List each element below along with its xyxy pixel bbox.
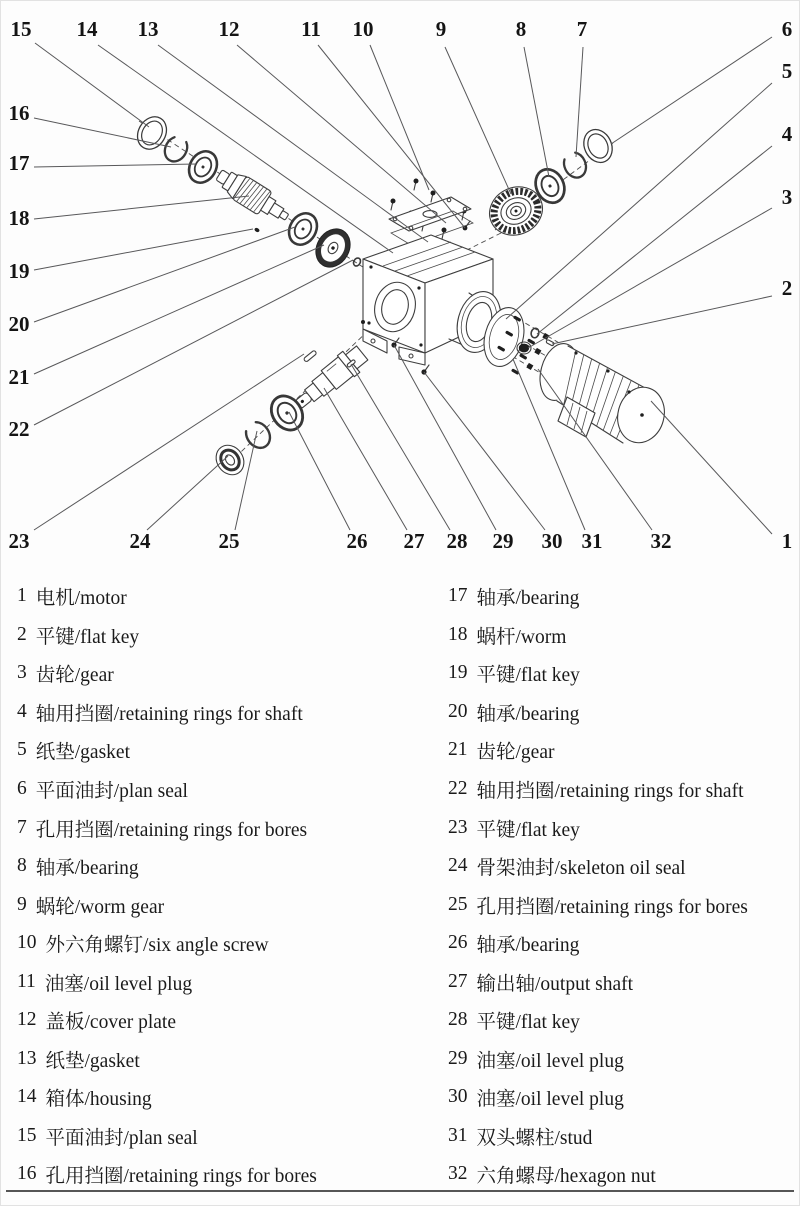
part-name: 孔用挡圈/retaining rings for bores xyxy=(35,819,308,841)
part-number: 26 xyxy=(448,932,468,954)
part-number: 32 xyxy=(448,1163,468,1185)
parts-list-item xyxy=(448,577,785,616)
part-name: 轴承/bearing xyxy=(476,703,580,725)
leader-line-26 xyxy=(289,412,350,530)
part-number: 9 xyxy=(17,893,27,915)
part-number: 12 xyxy=(17,1009,37,1031)
leader-line-17 xyxy=(34,164,196,167)
parts-list-item xyxy=(17,1155,415,1194)
part-name: 轴用挡圈/retaining rings for shaft xyxy=(476,781,744,802)
leader-line-7 xyxy=(576,47,583,157)
part-number: 2 xyxy=(17,623,27,645)
callout-number-4: 4 xyxy=(781,122,793,146)
parts-list-item xyxy=(17,1001,415,1040)
part-number: 29 xyxy=(448,1047,468,1069)
parts-list-item xyxy=(448,731,785,770)
part-name: 平键/flat key xyxy=(476,819,580,841)
part-number: 25 xyxy=(448,893,468,915)
leader-line-14 xyxy=(98,45,393,253)
part-number: 24 xyxy=(448,855,468,877)
part-output-shaft-27 xyxy=(289,342,370,415)
part-small-bolt xyxy=(361,320,365,324)
parts-list-item xyxy=(17,731,415,770)
parts-list-item xyxy=(17,924,415,963)
callout-number-23: 23 xyxy=(8,529,30,553)
part-name: 纸垫/gasket xyxy=(45,1050,140,1072)
callout-number-20: 20 xyxy=(8,312,30,336)
part-name: 油塞/oil level plug xyxy=(476,1050,624,1072)
part-name: 平键/flat key xyxy=(476,1012,580,1034)
leader-line-28 xyxy=(351,364,450,530)
parts-list-item xyxy=(448,616,785,655)
parts-list-item xyxy=(448,693,785,732)
exploded-view-drawing xyxy=(1,1,800,573)
callout-number-5: 5 xyxy=(781,59,793,83)
part-name: 箱体/housing xyxy=(45,1089,152,1111)
part-number: 22 xyxy=(448,778,468,799)
parts-list-item xyxy=(17,654,415,693)
callout-number-14: 14 xyxy=(76,17,98,41)
part-name: 孔用挡圈/retaining rings for bores xyxy=(45,1166,317,1188)
callout-number-24: 24 xyxy=(129,529,151,553)
parts-list-item xyxy=(17,616,415,655)
callout-number-29: 29 xyxy=(492,529,514,553)
part-number: 14 xyxy=(17,1086,37,1108)
part-number: 10 xyxy=(17,932,37,954)
parts-list-item xyxy=(448,808,785,847)
parts-list-item xyxy=(17,1078,415,1117)
callout-number-30: 30 xyxy=(541,529,563,553)
callout-number-3: 3 xyxy=(781,185,793,209)
part-name: 双头螺柱/stud xyxy=(476,1127,593,1149)
leader-line-19 xyxy=(34,229,253,270)
part-number: 3 xyxy=(17,662,27,684)
parts-list-item xyxy=(448,924,785,963)
parts-list-item xyxy=(17,693,415,732)
part-name: 轴承/bearing xyxy=(35,858,139,880)
leader-line-2 xyxy=(552,296,772,344)
part-number: 16 xyxy=(17,1163,37,1185)
part-number: 11 xyxy=(17,970,36,992)
callout-number-9: 9 xyxy=(435,17,447,41)
parts-list-item xyxy=(17,847,415,886)
part-bearing-17 xyxy=(183,146,222,188)
leader-line-24 xyxy=(147,456,228,530)
callout-number-26: 26 xyxy=(346,529,368,553)
part-number: 5 xyxy=(17,739,27,761)
part-number: 31 xyxy=(448,1124,468,1146)
leader-line-8 xyxy=(524,47,549,177)
part-name: 盖板/cover plate xyxy=(45,1012,176,1034)
parts-list-item xyxy=(448,770,785,809)
exploded-view-diagram xyxy=(1,1,800,573)
part-number: 20 xyxy=(448,700,468,722)
parts-list-right-column xyxy=(415,577,785,1194)
part-name: 轴承/bearing xyxy=(476,588,580,610)
callout-number-15: 15 xyxy=(10,17,32,41)
parts-list-item xyxy=(448,885,785,924)
part-retaining-ring-7 xyxy=(560,149,590,181)
part-number: 18 xyxy=(448,623,468,645)
parts-list-item xyxy=(17,808,415,847)
leader-line-6 xyxy=(611,37,772,144)
part-number: 1 xyxy=(17,585,27,607)
parts-list-item xyxy=(448,654,785,693)
part-name: 输出轴/output shaft xyxy=(476,973,634,995)
part-number: 30 xyxy=(448,1086,468,1108)
part-name: 油塞/oil level plug xyxy=(44,973,193,995)
parts-list-item xyxy=(17,885,415,924)
callout-number-32: 32 xyxy=(650,529,672,553)
callout-number-18: 18 xyxy=(8,206,30,230)
part-name: 平键/flat key xyxy=(35,626,140,648)
leader-line-15 xyxy=(35,43,149,127)
callout-number-2: 2 xyxy=(781,276,793,300)
part-name: 平键/flat key xyxy=(476,665,580,687)
part-name: 平面油封/plan seal xyxy=(45,1127,198,1149)
part-name: 油塞/oil level plug xyxy=(476,1089,624,1111)
part-number: 8 xyxy=(17,855,27,877)
callout-number-25: 25 xyxy=(218,529,240,553)
part-name: 孔用挡圈/retaining rings for bores xyxy=(476,896,748,918)
part-name: 电机/motor xyxy=(35,588,127,610)
part-number: 27 xyxy=(448,970,468,992)
callout-number-16: 16 xyxy=(8,101,30,125)
parts-list-item xyxy=(17,1117,415,1156)
part-flat-key-23 xyxy=(303,350,317,362)
callout-number-1: 1 xyxy=(781,529,793,553)
parts-list-item xyxy=(17,962,415,1001)
part-motor-1 xyxy=(534,339,670,448)
callout-number-19: 19 xyxy=(8,259,30,283)
callout-number-8: 8 xyxy=(515,17,527,41)
parts-list-item xyxy=(448,847,785,886)
part-name: 轴用挡圈/retaining rings for shaft xyxy=(35,703,303,725)
callout-number-11: 11 xyxy=(301,17,321,41)
parts-list-item xyxy=(448,1117,785,1156)
leader-line-3 xyxy=(528,208,772,348)
bottom-border-rule xyxy=(6,1190,794,1192)
part-number: 17 xyxy=(448,585,468,607)
leader-line-20 xyxy=(34,227,295,322)
leader-line-4 xyxy=(537,146,772,334)
part-name: 齿轮/gear xyxy=(476,742,555,764)
part-flat-key-2 xyxy=(546,339,555,346)
callout-number-21: 21 xyxy=(8,365,30,389)
callout-number-12: 12 xyxy=(218,17,240,41)
parts-list xyxy=(1,573,799,1194)
part-flat-key-19 xyxy=(254,227,260,233)
callout-number-10: 10 xyxy=(352,17,374,41)
parts-list-item xyxy=(448,1155,785,1194)
leader-line-1 xyxy=(651,401,772,534)
part-retaining-ring-25 xyxy=(241,417,275,452)
callout-number-7: 7 xyxy=(576,17,588,41)
leader-line-10 xyxy=(370,45,429,190)
part-name: 外六角螺钉/six angle screw xyxy=(45,935,269,957)
callout-number-28: 28 xyxy=(446,529,468,553)
part-name: 骨架油封/skeleton oil seal xyxy=(476,858,686,880)
leader-line-30 xyxy=(424,372,545,530)
part-name: 轴承/bearing xyxy=(476,935,580,957)
parts-list-item xyxy=(448,1001,785,1040)
leader-line-13 xyxy=(158,45,428,242)
parts-list-left-column xyxy=(1,577,415,1194)
callout-number-27: 27 xyxy=(403,529,425,553)
part-skeleton-oil-seal-24 xyxy=(210,440,249,480)
part-name: 齿轮/gear xyxy=(35,665,114,687)
part-number: 28 xyxy=(448,1009,468,1031)
part-number: 21 xyxy=(448,739,468,761)
leader-line-9 xyxy=(445,47,511,194)
callout-number-6: 6 xyxy=(781,17,793,41)
part-worm-18 xyxy=(212,163,294,228)
part-name: 蜗轮/worm gear xyxy=(35,896,165,918)
leader-line-18 xyxy=(34,196,249,219)
part-number: 13 xyxy=(17,1047,37,1069)
callout-number-13: 13 xyxy=(137,17,159,41)
leader-line-21 xyxy=(34,245,324,374)
part-number: 23 xyxy=(448,816,468,838)
leader-line-27 xyxy=(324,388,407,530)
callout-number-22: 22 xyxy=(8,417,30,441)
callout-number-31: 31 xyxy=(581,529,603,553)
callout-number-17: 17 xyxy=(8,151,30,175)
leader-line-29 xyxy=(394,345,496,530)
parts-list-item xyxy=(17,1040,415,1079)
part-number: 15 xyxy=(17,1124,37,1146)
part-name: 六角螺母/hexagon nut xyxy=(476,1166,656,1188)
part-name: 蜗杆/worm xyxy=(476,626,567,648)
part-number: 19 xyxy=(448,662,468,684)
parts-list-item xyxy=(448,1078,785,1117)
parts-list-item xyxy=(17,577,415,616)
part-number: 6 xyxy=(17,778,27,799)
leader-line-23 xyxy=(34,354,304,530)
parts-list-item xyxy=(448,1040,785,1079)
part-name: 纸垫/gasket xyxy=(35,742,130,764)
part-name: 平面油封/plan seal xyxy=(35,781,188,802)
leader-line-25 xyxy=(235,431,257,530)
parts-list-item xyxy=(17,770,415,809)
part-number: 4 xyxy=(17,700,27,722)
part-number: 7 xyxy=(17,816,27,838)
parts-list-item xyxy=(448,962,785,1001)
